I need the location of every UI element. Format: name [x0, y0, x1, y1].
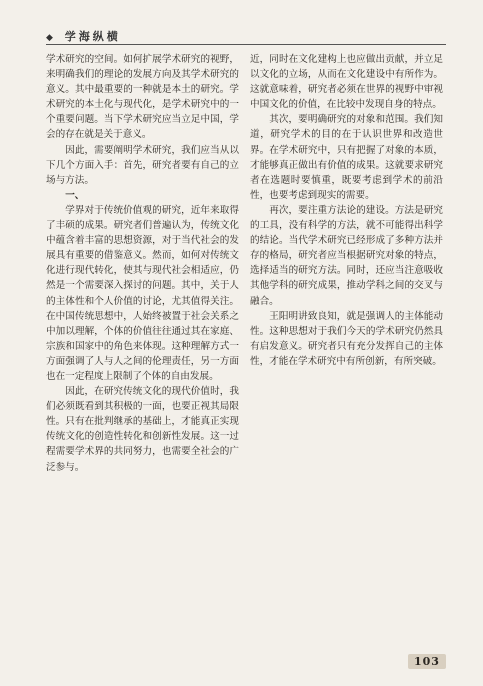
paragraph: 近，同时在文化建构上也应做出贡献，并立足以文化的立场，从而在文化建设中有所作为。这就意味着，研究者必须在世界的视野中审视中国文化的价值，在比较中发现自身的特点。 [250, 54, 443, 111]
header-title: 学海纵横 [64, 30, 121, 43]
header-bullet-icon: ◆ [46, 33, 56, 43]
header-rule [46, 44, 446, 45]
paragraph: 王阳明讲致良知，就是强调人的主体能动性。这种思想对于我们今天的学术研究仍然具有启发意义。研究者只有充分发挥自己的主体性，才能在学术研究中有所创新，有所突破。 [250, 310, 443, 367]
running-header [46, 28, 121, 44]
right-column [250, 52, 443, 657]
page-number: 103 [408, 654, 446, 669]
paragraph: 学术研究的空间。如何扩展学术研究的视野，来明确我们的理论的发展方向及其学术研究的意义。其中最重要的一种就是本土的研究。学术研究的本土化与现代化，是学术研究中的一个重要问题。当下学术研究应当立足中国，学会的存在就是关于意义。 [46, 54, 239, 141]
paragraph: 因此，需要阐明学术研究，我们应当从以下几个方面入手：首先，研究者要有自己的立场与方法。 [46, 144, 239, 186]
section-heading: 一、 [65, 189, 85, 201]
paragraph: 再次，要注重方法论的建设。方法是研究的工具，没有科学的方法，就不可能得出科学的结论。当代学术研究已经形成了多种方法并存的格局，研究者应当根据研究对象的特点，选择适当的研究方法。同时，还应当注意吸收其他学科的研究成果，推动学科之间的交叉与融合。 [250, 204, 443, 307]
left-column [46, 52, 239, 657]
paragraph: 学界对于传统价值观的研究，近年来取得了丰硕的成果。研究者们普遍认为，传统文化中蕴含着丰富的思想资源，对于当代社会的发展具有重要的借鉴意义。然而，如何对传统文化进行现代转化，使其与现代社会相适应，仍然是一个需要深入探讨的问题。其中，关于人的主体性和个人价值的讨论，尤其值得关注。在中国传统思想中，人始终被置于社会关系之中加以理解，个体的价值往往通过其在家庭、宗族和国家中的角色来体现。这种理解方式一方面强调了人与人之间的伦理责任，另一方面也在一定程度上限制了个体的自由发展。 [46, 204, 239, 382]
paragraph: 其次，要明确研究的对象和范围。我们知道，研究学术的目的在于认识世界和改造世界。在学术研究中，只有把握了对象的本质，才能够真正做出有价值的成果。这就要求研究者在选题时要慎重，既要考虑到学术的前沿性，也要考虑到现实的需要。 [250, 114, 443, 201]
paragraph: 因此，在研究传统文化的现代价值时，我们必须既看到其积极的一面，也要正视其局限性。只有在批判继承的基础上，才能真正实现传统文化的创造性转化和创新性发展。这一过程需要学术界的共同努力，也需要全社会的广泛参与。 [46, 386, 239, 473]
